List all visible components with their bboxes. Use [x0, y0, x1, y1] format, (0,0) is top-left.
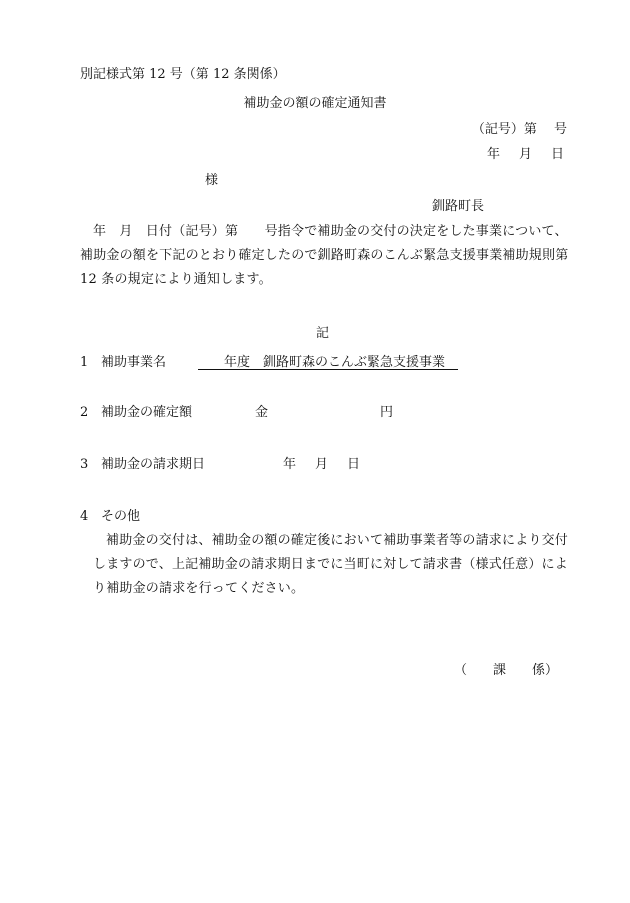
item-2-label: 補助金の確定額 [101, 405, 193, 420]
sender-name: 釧路町長 [431, 199, 484, 214]
addressee-suffix: 様 [205, 173, 219, 188]
item-3-value: 年 月 日 [283, 457, 364, 472]
item-1-value: 年度 釧路町森のこんぶ緊急支援事業 [198, 355, 459, 370]
item-3-label: 補助金の請求期日 [101, 457, 206, 472]
ki-heading: 記 [315, 326, 329, 341]
item-4-label: その他 [101, 509, 141, 524]
item-2-number: 2 [80, 405, 89, 420]
document-number: （記号）第 号 [471, 122, 567, 137]
form-header: 別記様式第 12 号（第 12 条関係） [80, 67, 286, 82]
body-paragraph: 年 月 日付（記号）第 号指令で補助金の交付の決定をした事業について、補助金の額を下記のとおり確定したので釧路町森のこんぶ緊急支援事業補助規則第 12 条の規定により通知します。 [80, 224, 569, 287]
item-2-value-suffix: 円 [380, 405, 394, 420]
document-title: 補助金の額の確定通知書 [243, 96, 387, 111]
issue-date: 年 月 日 [486, 147, 567, 162]
item-2-value-prefix: 金 [255, 405, 269, 420]
contact-section: （ 課 係） [453, 663, 558, 678]
item-4-number: 4 [80, 509, 89, 524]
item-1-label: 補助事業名 [101, 355, 167, 370]
item-1-number: 1 [80, 355, 89, 370]
item-4-text: 補助金の交付は、補助金の額の確定後において補助事業者等の請求により交付しますので、上記補助金の請求期日までに当町に対して請求書（様式任意）により補助金の請求を行ってください。 [93, 533, 569, 596]
item-3-number: 3 [80, 457, 89, 472]
